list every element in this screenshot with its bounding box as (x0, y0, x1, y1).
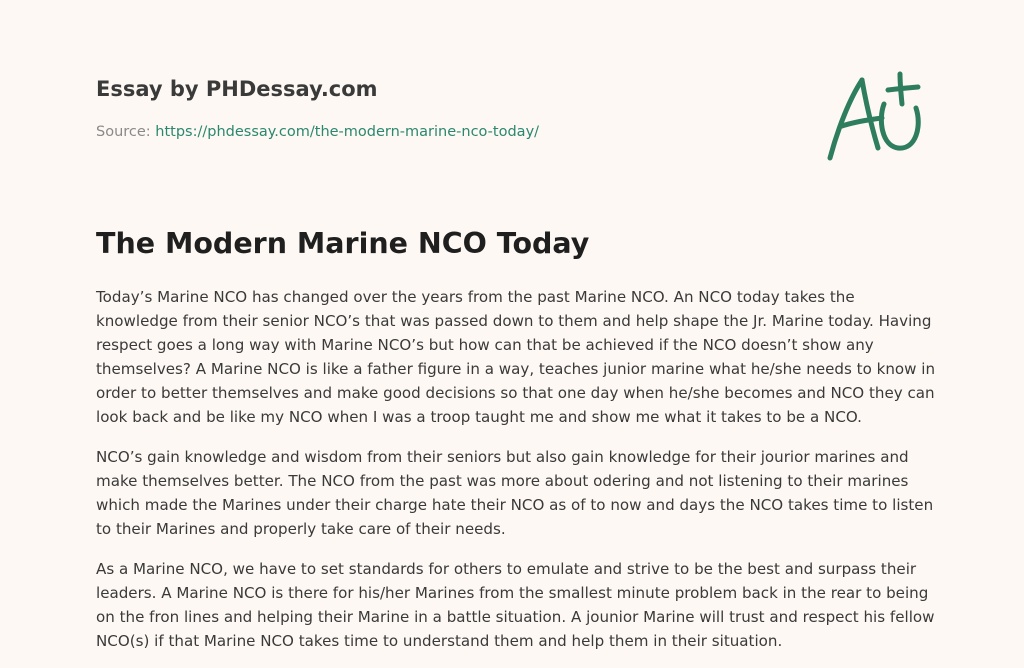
a-plus-grade-icon (820, 68, 930, 168)
source-label: Source: (96, 124, 156, 140)
essay-paragraph: As a Marine NCO, we have to set standards for others to emulate and strive to be the best and surpass their leaders. A Marine NCO is there for his/her Marines from the smallest minute problem back in the rear to being on the fron lines and helping their Marine in a battle situation. A jounior Marine will trust and respect his fellow NCO(s) if that Marine NCO takes time to understand them and help them in their situation. (96, 560, 935, 650)
source-line (96, 122, 796, 142)
essay-paragraph: NCO’s gain knowledge and wisdom from their seniors but also gain knowledge for their jourior marines and make themselves better. The NCO from the past was more about odering and not listening to their marines which made the Marines under their charge hate their NCO as of to now and days the NCO takes time to listen to their Marines and properly take care of their needs. (96, 448, 934, 538)
site-header (96, 74, 796, 142)
brand-title: Essay by PHDessay.com (96, 77, 378, 101)
essay-paragraph: Today’s Marine NCO has changed over the years from the past Marine NCO. An NCO today takes the knowledge from their senior NCO’s that was passed down to them and help shape the Jr. Marine today. Having respect goes a long way with Marine NCO’s but how can that be achieved if the NCO doesn’t show any themselves? A Marine NCO is like a father figure in a way, teaches junior marine what he/she needs to know in order to better themselves and make good decisions so that one day when he/she becomes and NCO they can look back and be like my NCO when I was a troop taught me and show me what it takes to be a NCO. (96, 288, 936, 426)
essay-body (96, 285, 936, 668)
source-link[interactable]: https://phdessay.com/the-modern-marine-nco-today/ (155, 124, 540, 140)
essay-title: The Modern Marine NCO Today (96, 227, 590, 260)
